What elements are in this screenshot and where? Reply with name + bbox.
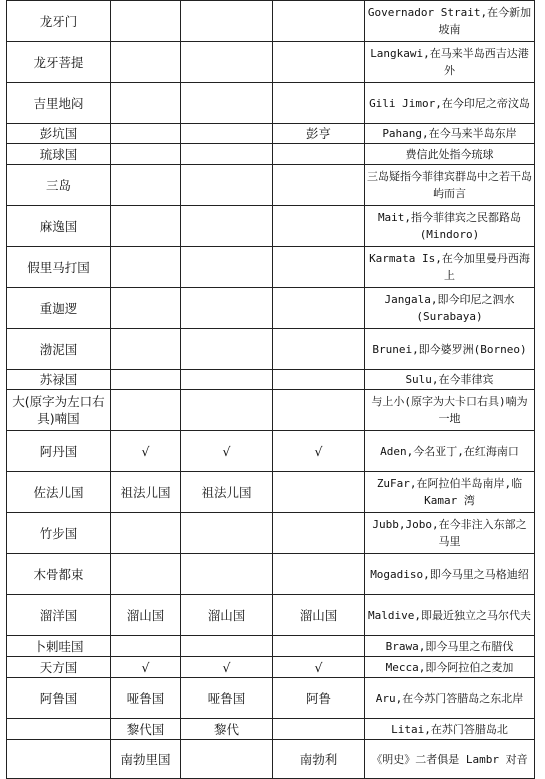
table-row — [7, 124, 535, 144]
table-cell-c3 — [181, 329, 273, 370]
table-cell-c1: 卜剌哇国 — [7, 636, 111, 657]
table-cell-c2 — [111, 124, 181, 144]
table-cell-c2 — [111, 42, 181, 83]
table-cell-c2 — [111, 247, 181, 288]
table-cell-c1: 琉球国 — [7, 144, 111, 165]
table-row — [7, 370, 535, 390]
table-cell-c2 — [111, 165, 181, 206]
table-cell-c3 — [181, 206, 273, 247]
table-cell-c2: 黎代国 — [111, 719, 181, 740]
table-cell-c5: Brunei,即今婆罗洲(Borneo) — [365, 329, 535, 370]
table-cell-c5: 与上小(原字为大卡口右具)喃为一地 — [365, 390, 535, 431]
table-cell-c4: 阿鲁 — [273, 678, 365, 719]
table-cell-c5: Jangala,即今印尼之泗水(Surabaya) — [365, 288, 535, 329]
table-cell-c3 — [181, 288, 273, 329]
table-cell-c4: 溜山国 — [273, 595, 365, 636]
table-cell-c2 — [111, 1, 181, 42]
table-cell-c1: 渤泥国 — [7, 329, 111, 370]
table-cell-c2: √ — [111, 657, 181, 678]
table-cell-c4 — [273, 554, 365, 595]
table-cell-c3 — [181, 124, 273, 144]
table-cell-c5: 费信此处指今琉球 — [365, 144, 535, 165]
table-cell-c4 — [273, 1, 365, 42]
table-cell-c5: ZuFar,在阿拉伯半岛南岸,临 Kamar 湾 — [365, 472, 535, 513]
table-row — [7, 431, 535, 472]
table-cell-c4 — [273, 370, 365, 390]
table-row — [7, 165, 535, 206]
table-cell-c5: Pahang,在今马来半岛东岸 — [365, 124, 535, 144]
table-cell-c4: √ — [273, 431, 365, 472]
table-cell-c1: 天方国 — [7, 657, 111, 678]
table-cell-c2 — [111, 83, 181, 124]
table-cell-c1: 竹步国 — [7, 513, 111, 554]
table-cell-c3: 哑鲁国 — [181, 678, 273, 719]
table-cell-c1: 彭坑国 — [7, 124, 111, 144]
table-cell-c3 — [181, 370, 273, 390]
table-cell-c3 — [181, 636, 273, 657]
table-row — [7, 144, 535, 165]
table-row — [7, 1, 535, 42]
table-cell-c1: 吉里地闷 — [7, 83, 111, 124]
table-row — [7, 554, 535, 595]
table-cell-c1: 假里马打国 — [7, 247, 111, 288]
table-cell-c4 — [273, 165, 365, 206]
table-cell-c2: 哑鲁国 — [111, 678, 181, 719]
table-cell-c5: 《明史》二者俱是 Lambr 对音 — [365, 740, 535, 779]
table-cell-c1: 阿鲁国 — [7, 678, 111, 719]
table-cell-c3 — [181, 247, 273, 288]
table-cell-c1: 三岛 — [7, 165, 111, 206]
table-cell-c2 — [111, 288, 181, 329]
table-cell-c4 — [273, 636, 365, 657]
table-row — [7, 247, 535, 288]
table-cell-c2 — [111, 513, 181, 554]
table-cell-c4 — [273, 513, 365, 554]
table-cell-c3 — [181, 740, 273, 779]
table-cell-c3 — [181, 554, 273, 595]
table-cell-c1: 重迦逻 — [7, 288, 111, 329]
table-cell-c5: Aru,在今苏门答腊岛之东北岸 — [365, 678, 535, 719]
table-cell-c3: 黎代 — [181, 719, 273, 740]
table-cell-c3 — [181, 144, 273, 165]
table-cell-c4 — [273, 206, 365, 247]
table-row — [7, 719, 535, 740]
table-cell-c5: Brawa,即今马里之布腊伐 — [365, 636, 535, 657]
table-row — [7, 83, 535, 124]
table-cell-c5: Maldive,即最近独立之马尔代夫 — [365, 595, 535, 636]
table-cell-c5: Jubb,Jobo,在今非注入东部之马里 — [365, 513, 535, 554]
table-row — [7, 595, 535, 636]
table-cell-c1: 龙牙门 — [7, 1, 111, 42]
table-cell-c4 — [273, 472, 365, 513]
table-row — [7, 288, 535, 329]
table-row — [7, 42, 535, 83]
table-cell-c5: Langkawi,在马来半岛西吉达港外 — [365, 42, 535, 83]
table-cell-c2 — [111, 329, 181, 370]
table-cell-c3: 祖法儿国 — [181, 472, 273, 513]
table-row — [7, 206, 535, 247]
table-cell-c2: 祖法儿国 — [111, 472, 181, 513]
table-cell-c1: 大(原字为左口右具)喃国 — [7, 390, 111, 431]
table-cell-c1: 木骨都束 — [7, 554, 111, 595]
table-cell-c1: 苏禄国 — [7, 370, 111, 390]
table-cell-c5: Governador Strait,在今新加坡南 — [365, 1, 535, 42]
table-cell-c4 — [273, 247, 365, 288]
table-cell-c1 — [7, 740, 111, 779]
table-cell-c5: Sulu,在今菲律宾 — [365, 370, 535, 390]
table-cell-c3: √ — [181, 431, 273, 472]
table-cell-c5: Gili Jimor,在今印尼之帝汶岛 — [365, 83, 535, 124]
table-cell-c1: 溜洋国 — [7, 595, 111, 636]
table-cell-c4 — [273, 42, 365, 83]
table-cell-c2 — [111, 206, 181, 247]
table-row — [7, 472, 535, 513]
table-cell-c2 — [111, 144, 181, 165]
table-cell-c1: 阿丹国 — [7, 431, 111, 472]
table-cell-c4 — [273, 83, 365, 124]
table-cell-c5: Mecca,即今阿拉伯之麦加 — [365, 657, 535, 678]
table-cell-c4 — [273, 288, 365, 329]
table-cell-c3 — [181, 390, 273, 431]
table-row — [7, 636, 535, 657]
table-cell-c5: Aden,今名亚丁,在红海南口 — [365, 431, 535, 472]
table-cell-c1: 龙牙菩提 — [7, 42, 111, 83]
table-cell-c4 — [273, 719, 365, 740]
table-cell-c3: 溜山国 — [181, 595, 273, 636]
table-cell-c4 — [273, 390, 365, 431]
table-row — [7, 678, 535, 719]
table-cell-c4: 南勃利 — [273, 740, 365, 779]
table-cell-c1: 佐法儿国 — [7, 472, 111, 513]
table-cell-c3 — [181, 1, 273, 42]
table-cell-c5: Mait,指今菲律宾之民都路岛(Mindoro) — [365, 206, 535, 247]
table-cell-c3 — [181, 513, 273, 554]
table-cell-c4 — [273, 144, 365, 165]
table-cell-c2 — [111, 390, 181, 431]
table-cell-c5: Litai,在苏门答腊岛北 — [365, 719, 535, 740]
table-cell-c2 — [111, 636, 181, 657]
table-row — [7, 657, 535, 678]
table-cell-c2: √ — [111, 431, 181, 472]
place-name-table — [6, 0, 535, 779]
table-cell-c1 — [7, 719, 111, 740]
table-cell-c3 — [181, 83, 273, 124]
table-cell-c5: 三岛疑指今菲律宾群岛中之若干岛屿而言 — [365, 165, 535, 206]
table-cell-c5: Karmata Is,在今加里曼丹西海上 — [365, 247, 535, 288]
table-cell-c3 — [181, 42, 273, 83]
table-cell-c2 — [111, 370, 181, 390]
table-cell-c2: 南勃里国 — [111, 740, 181, 779]
table-row — [7, 513, 535, 554]
table-row — [7, 740, 535, 779]
table-cell-c2 — [111, 554, 181, 595]
table-cell-c5: Mogadiso,即今马里之马格迪绍 — [365, 554, 535, 595]
table-cell-c3 — [181, 165, 273, 206]
table-cell-c4: √ — [273, 657, 365, 678]
table-cell-c1: 麻逸国 — [7, 206, 111, 247]
table-cell-c2: 溜山国 — [111, 595, 181, 636]
table-row — [7, 329, 535, 370]
table-cell-c4: 彭亨 — [273, 124, 365, 144]
table-cell-c3: √ — [181, 657, 273, 678]
table-cell-c4 — [273, 329, 365, 370]
table-row — [7, 390, 535, 431]
